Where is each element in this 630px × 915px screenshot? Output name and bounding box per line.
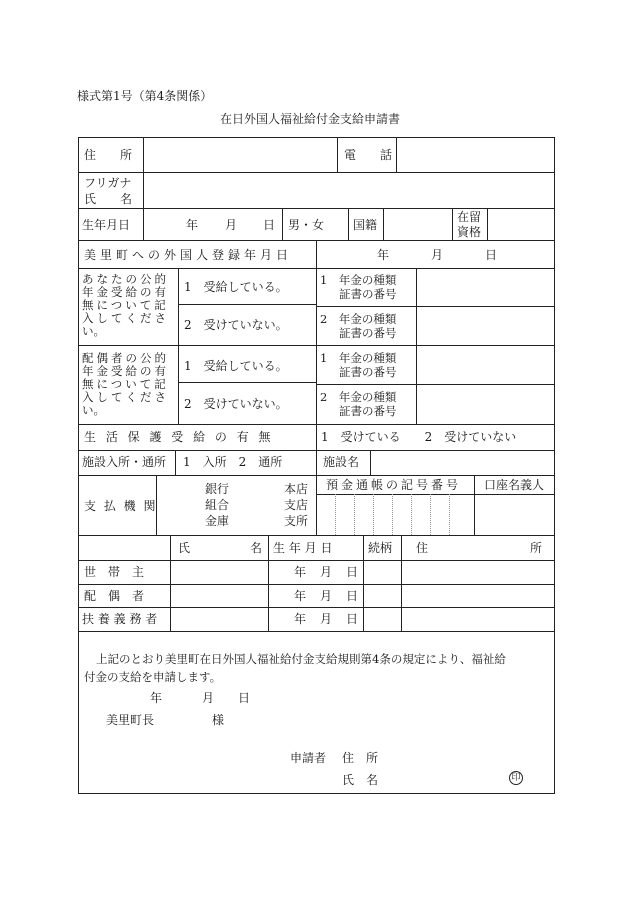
branch-office-label: 支所 xyxy=(284,514,309,528)
pension-self-label-3: 無について記 xyxy=(82,298,169,312)
welfare-options[interactable]: 1 受けている 2 受けていない xyxy=(321,430,517,444)
pension-spouse-cert1-type: 1 年金の種類 xyxy=(320,351,397,365)
pension-spouse-label-3: 無について記 xyxy=(82,377,169,391)
pension-self-option-receiving[interactable]: 1 受給している。 xyxy=(184,280,288,294)
facility-label: 施設入所・通所 xyxy=(82,455,167,469)
spouse-day: 日 xyxy=(346,589,359,603)
payment-institution-label: 支 払 機 関 xyxy=(84,499,158,513)
seal-mark: 印 xyxy=(509,771,523,785)
facility-name-label: 施設名 xyxy=(323,455,360,469)
furigana-label: フリガナ xyxy=(84,176,132,190)
facility-options[interactable]: 1 入所 2 通所 xyxy=(183,455,283,469)
registration-year-unit: 年 xyxy=(377,248,390,262)
form-id: 様式第1号（第4条関係） xyxy=(77,89,213,103)
pension-spouse-option-not-receiving[interactable]: 2 受けていない。 xyxy=(184,397,288,411)
birth-month-unit: 月 xyxy=(225,218,238,232)
household-head-month: 月 xyxy=(320,565,333,579)
page-title: 在日外国人福祉給付金支給申請書 xyxy=(220,112,401,126)
residence-status-label-1: 在留 xyxy=(457,210,482,224)
household-head-day: 日 xyxy=(346,565,359,579)
pension-self-cert1-type: 1 年金の種類 xyxy=(320,273,397,287)
welfare-label: 生 活 保 護 受 給 の 有 無 xyxy=(84,430,274,444)
family-relation-header: 続柄 xyxy=(368,541,393,555)
spouse-month: 月 xyxy=(320,589,333,603)
registration-month-unit: 月 xyxy=(431,248,444,262)
pension-self-label-2: 年金受給の有 xyxy=(82,285,169,299)
statement-line-1: 上記のとおり美里町在日外国人福祉給付金支給規則第4条の規定により、福祉給 xyxy=(96,652,506,666)
account-holder-label: 口座名義人 xyxy=(484,478,545,492)
phone-field[interactable] xyxy=(398,139,552,170)
applicant-address-label: 住 所 xyxy=(342,751,379,765)
family-name-header-a: 氏 xyxy=(178,541,191,555)
spouse-year: 年 xyxy=(294,589,307,603)
family-birth-header: 生 年 月 日 xyxy=(273,541,333,555)
pension-spouse-label-1: 配偶者の公的 xyxy=(82,351,169,365)
date-month: 月 xyxy=(202,691,215,705)
sex-selector[interactable]: 男・女 xyxy=(288,218,325,232)
pension-spouse-cert1-number: 証書の番号 xyxy=(339,365,397,379)
family-address-header-a: 住 xyxy=(416,541,429,555)
pension-self-cert1-number: 証書の番号 xyxy=(339,287,397,301)
dependent-obligor-month: 月 xyxy=(320,612,333,626)
residence-status-label-2: 資格 xyxy=(457,225,482,239)
pension-self-label-5: い。 xyxy=(82,324,105,338)
pension-self-option-not-receiving[interactable]: 2 受けていない。 xyxy=(184,318,288,332)
statement-line-2: 付金の支給を申請します。 xyxy=(84,670,222,684)
dependent-obligor-label: 扶 養 義 務 者 xyxy=(82,612,158,626)
pension-self-label-4: 入してくださ xyxy=(82,311,169,325)
mayor-label: 美里町長 xyxy=(106,713,155,727)
union-label: 組合 xyxy=(205,498,230,512)
applicant-name-label: 氏 名 xyxy=(342,773,379,787)
name-field[interactable] xyxy=(145,174,552,206)
pension-spouse-cert2-number: 証書の番号 xyxy=(339,404,397,418)
head-office-label: 本店 xyxy=(284,482,309,496)
dependent-obligor-year: 年 xyxy=(294,612,307,626)
family-address-header-b: 所 xyxy=(530,541,543,555)
nationality-label: 国籍 xyxy=(353,218,378,232)
spouse-label: 配 偶 者 xyxy=(84,589,145,603)
date-year: 年 xyxy=(150,691,163,705)
dependent-obligor-day: 日 xyxy=(346,612,359,626)
phone-label: 電 話 xyxy=(344,148,393,162)
passbook-number-label: 預金通帳の記号番号 xyxy=(326,478,462,492)
pension-spouse-cert2-type: 2 年金の種類 xyxy=(320,390,397,404)
household-head-year: 年 xyxy=(294,565,307,579)
pension-self-label-1: あなたの公的 xyxy=(82,272,169,286)
family-name-header-b: 名 xyxy=(250,541,263,555)
registration-date-label: 美里町への外国人登録年月日 xyxy=(84,248,293,262)
bank-label: 銀行 xyxy=(205,482,230,496)
birth-day-unit: 日 xyxy=(263,218,276,232)
address-field[interactable] xyxy=(145,139,335,170)
pension-spouse-option-receiving[interactable]: 1 受給している。 xyxy=(184,359,288,373)
treasury-label: 金庫 xyxy=(205,514,230,528)
birth-year-unit: 年 xyxy=(186,218,199,232)
household-head-label: 世 帯 主 xyxy=(84,565,145,579)
name-label: 氏 名 xyxy=(84,192,133,206)
pension-spouse-label-5: い。 xyxy=(82,403,105,417)
date-day: 日 xyxy=(238,691,251,705)
pension-spouse-label-4: 入してくださ xyxy=(82,390,169,404)
address-label: 住 所 xyxy=(84,148,133,162)
pension-spouse-label-2: 年金受給の有 xyxy=(82,364,169,378)
branch-label: 支店 xyxy=(284,498,309,512)
pension-self-cert2-type: 2 年金の種類 xyxy=(320,312,397,326)
pension-self-cert2-number: 証書の番号 xyxy=(339,326,397,340)
honorific: 様 xyxy=(212,713,225,727)
registration-day-unit: 日 xyxy=(485,248,498,262)
applicant-label: 申請者 xyxy=(290,751,327,765)
birthdate-label: 生年月日 xyxy=(82,218,131,232)
